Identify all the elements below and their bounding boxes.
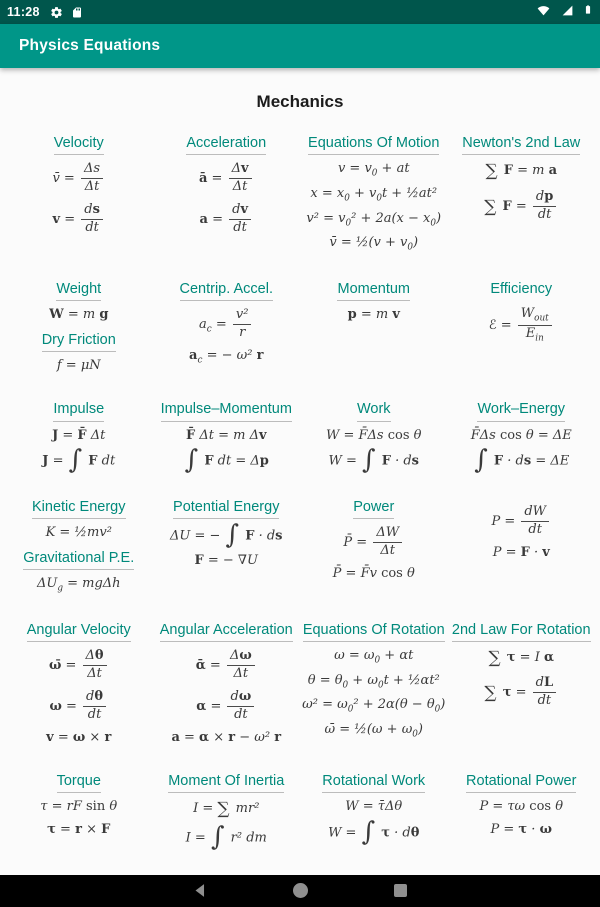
equation-cell bbox=[301, 280, 447, 331]
equation-cell bbox=[6, 621, 152, 753]
equation-link-weight[interactable]: Weight bbox=[56, 281, 101, 301]
equation-link-impulse-momentum[interactable]: Impulse–Momentum bbox=[161, 401, 292, 421]
formula: F̄ Δt = m Δv bbox=[185, 427, 267, 443]
formula: ΔU = − ∫ F · ds bbox=[170, 520, 283, 551]
formula: F̄Δs cos θ = ΔE bbox=[470, 427, 572, 443]
home-icon[interactable] bbox=[290, 881, 310, 901]
equation-link-rotational-work[interactable]: Rotational Work bbox=[322, 773, 425, 793]
equation-group bbox=[449, 504, 595, 561]
formula: a = $\frac{dv}{dt}$ bbox=[154, 202, 300, 237]
formula: ∑ τ = $\frac{dL}{dt}$ bbox=[449, 675, 595, 710]
formula: P = F · v bbox=[492, 544, 550, 560]
equation-group bbox=[449, 621, 595, 711]
equation-cell bbox=[154, 772, 300, 856]
equation-link-gravitational-p-e[interactable]: Gravitational P.E. bbox=[23, 550, 134, 570]
equation-group bbox=[6, 772, 152, 838]
status-bar bbox=[0, 0, 600, 24]
equation-cell bbox=[301, 772, 447, 851]
equation-cell bbox=[449, 280, 595, 352]
formula: ᾱ = $\frac{\Delta\omega}{\Delta t}$ bbox=[154, 648, 300, 683]
equation-group bbox=[154, 772, 300, 852]
equation-link-acceleration[interactable]: Acceleration bbox=[186, 135, 266, 155]
formula: P̄ = F̄v cos θ bbox=[332, 566, 415, 582]
equation-group bbox=[301, 400, 447, 475]
formula: $v = v_0$ + at bbox=[337, 161, 410, 179]
equation-cell bbox=[6, 772, 152, 845]
equation-group bbox=[449, 280, 595, 345]
equation-row bbox=[6, 772, 594, 856]
formula: ∫ F dt = Δp bbox=[184, 444, 269, 475]
formula: P = τ · ω bbox=[490, 821, 552, 837]
equation-link-power[interactable]: Power bbox=[353, 499, 394, 519]
equation-link-equations-of-motion[interactable]: Equations Of Motion bbox=[308, 135, 439, 155]
formula: v̄ = $\frac{\Delta s}{\Delta t}$ bbox=[6, 161, 152, 196]
equation-row bbox=[6, 621, 594, 753]
equation-group bbox=[301, 772, 447, 847]
formula: v = $\frac{ds}{dt}$ bbox=[6, 202, 152, 237]
equation-cell bbox=[6, 400, 152, 479]
formula: ∑ F = m a bbox=[485, 161, 558, 182]
equation-group bbox=[6, 280, 152, 324]
equation-link-equations-of-rotation[interactable]: Equations Of Rotation bbox=[303, 622, 445, 642]
equation-link-momentum[interactable]: Momentum bbox=[337, 281, 410, 301]
formula: W = F̄Δs cos θ bbox=[326, 427, 422, 443]
formula: v = ω × r bbox=[46, 729, 112, 745]
formula: F = − ∇U bbox=[194, 553, 258, 569]
equation-row bbox=[6, 280, 594, 381]
equation-group bbox=[154, 400, 300, 475]
equation-cell bbox=[301, 498, 447, 590]
formula: W = ∫ τ · dθ bbox=[328, 816, 420, 847]
equation-link-torque[interactable]: Torque bbox=[57, 773, 101, 793]
formula: a = α × r − ω² r bbox=[171, 729, 282, 745]
formula: W = m g bbox=[49, 307, 109, 323]
formula: ℰ = $\frac{W_{out}}{E_{in}}$ bbox=[449, 306, 595, 345]
formula: I = ∑ mr² bbox=[193, 799, 260, 820]
equation-link-work[interactable]: Work bbox=[357, 401, 391, 421]
equation-cell bbox=[6, 134, 152, 244]
equation-group bbox=[6, 549, 152, 595]
equation-group bbox=[301, 134, 447, 254]
formula: τ = r × F bbox=[47, 821, 111, 837]
formula: v̄ = ½(v + $v_0$) bbox=[329, 235, 419, 253]
formula: J = ∫ F dt bbox=[42, 444, 116, 475]
equation-cell bbox=[449, 621, 595, 718]
formula: W = ∫ F · ds bbox=[328, 444, 419, 475]
equation-link-rotational-power[interactable]: Rotational Power bbox=[466, 773, 576, 793]
equation-link-impulse[interactable]: Impulse bbox=[53, 401, 104, 421]
formula: $\Delta U_g = mg\Delta h$ bbox=[36, 576, 121, 594]
equation-cell bbox=[449, 772, 595, 845]
equation-row bbox=[6, 134, 594, 261]
formula: P̄ = $\frac{\Delta W}{\Delta t}$ bbox=[301, 525, 447, 560]
equation-group bbox=[6, 498, 152, 542]
content-scroll-area[interactable] bbox=[0, 68, 600, 875]
app-bar bbox=[0, 24, 600, 68]
equation-cell bbox=[154, 498, 300, 577]
formula: P = τω cos θ bbox=[479, 799, 564, 815]
equation-group bbox=[449, 134, 595, 224]
formula: p = m v bbox=[347, 307, 400, 323]
equation-group bbox=[154, 280, 300, 367]
formula: $\theta = \theta_0 + \omega_0t$ + ½αt² bbox=[307, 672, 440, 691]
equation-link-2nd-law-for-rotation[interactable]: 2nd Law For Rotation bbox=[452, 622, 591, 642]
formula: ∫ F · ds = ΔE bbox=[474, 444, 570, 475]
equation-group bbox=[6, 400, 152, 475]
formula: ω = $\frac{d\theta}{dt}$ bbox=[6, 689, 152, 724]
equation-cell bbox=[154, 134, 300, 244]
equation-cell bbox=[301, 400, 447, 479]
equation-link-dry-friction[interactable]: Dry Friction bbox=[42, 332, 116, 352]
formula: f = μN bbox=[56, 357, 101, 373]
formula: $x = x_0 + v_0t$ + ½at² bbox=[310, 186, 438, 204]
formula: τ = rF sin θ bbox=[40, 799, 118, 815]
equation-group bbox=[449, 772, 595, 838]
section-title: Mechanics bbox=[256, 92, 344, 111]
status-bar-right bbox=[531, 2, 593, 22]
equation-cell bbox=[449, 134, 595, 231]
equation-group bbox=[301, 280, 447, 324]
equation-cell bbox=[6, 498, 152, 602]
formula: $a_c$ = − ω² r bbox=[189, 348, 264, 366]
equation-group bbox=[154, 621, 300, 746]
formula: ∑ τ = I α bbox=[488, 648, 554, 669]
equation-link-angular-acceleration[interactable]: Angular Acceleration bbox=[160, 622, 293, 642]
equation-link-kinetic-energy[interactable]: Kinetic Energy bbox=[32, 499, 126, 519]
equation-cell bbox=[6, 280, 152, 381]
equation-cell bbox=[154, 621, 300, 753]
app-title: Physics Equations bbox=[19, 37, 161, 54]
equation-link-potential-energy[interactable]: Potential Energy bbox=[173, 499, 279, 519]
formula: α = $\frac{d\omega}{dt}$ bbox=[154, 689, 300, 724]
equation-link-work-energy[interactable]: Work–Energy bbox=[477, 401, 565, 421]
back-icon[interactable] bbox=[190, 881, 210, 901]
gear-icon bbox=[50, 6, 63, 19]
equation-group bbox=[301, 621, 447, 741]
navigation-bar bbox=[0, 875, 600, 907]
equation-group bbox=[6, 134, 152, 237]
battery-icon bbox=[583, 2, 593, 17]
formula: ω̄ = ½(ω + $\omega_0$) bbox=[324, 721, 423, 740]
recents-icon[interactable] bbox=[390, 881, 410, 901]
equation-link-velocity[interactable]: Velocity bbox=[54, 135, 104, 155]
equation-group bbox=[154, 498, 300, 570]
formula: ∑ F = $\frac{dp}{dt}$ bbox=[449, 189, 595, 224]
equations-grid bbox=[6, 134, 594, 856]
equation-row bbox=[6, 400, 594, 479]
formula: J = F̄ Δt bbox=[52, 427, 106, 443]
sd-card-icon bbox=[71, 6, 83, 19]
equation-group bbox=[6, 621, 152, 746]
formula: P = $\frac{dW}{dt}$ bbox=[449, 504, 595, 539]
equation-link-angular-velocity[interactable]: Angular Velocity bbox=[27, 622, 131, 642]
equation-group bbox=[6, 331, 152, 375]
wifi-icon bbox=[536, 4, 551, 17]
formula: ω̄ = $\frac{\Delta\theta}{\Delta t}$ bbox=[6, 648, 152, 683]
formula: ā = $\frac{\Delta v}{\Delta t}$ bbox=[154, 161, 300, 196]
formula: $\omega^2 = \omega_0^2 + 2\alpha(\theta - \theta_0)$ bbox=[302, 697, 446, 715]
formula: I = ∫ r² dm bbox=[185, 821, 267, 852]
equation-cell bbox=[154, 400, 300, 479]
equation-group bbox=[449, 400, 595, 475]
equation-group bbox=[154, 134, 300, 237]
formula: $\omega = \omega_0 + \alpha t$ bbox=[334, 648, 414, 666]
equation-group bbox=[301, 498, 447, 583]
equation-cell bbox=[301, 621, 447, 748]
equation-cell bbox=[449, 498, 595, 568]
formula: W = τ̄Δθ bbox=[345, 799, 403, 815]
equation-link-centrip-accel[interactable]: Centrip. Accel. bbox=[180, 281, 274, 301]
equation-cell bbox=[301, 134, 447, 261]
equation-link-moment-of-inertia[interactable]: Moment Of Inertia bbox=[168, 773, 284, 793]
equation-cell bbox=[154, 280, 300, 374]
formula: $v^2 = v_0^2 + 2a(x - x_0)$ bbox=[306, 210, 442, 229]
equation-row bbox=[6, 498, 594, 602]
formula: $a_c$ = $\frac{\text{v²}}{r}$ bbox=[154, 307, 300, 342]
status-time: 11:28 bbox=[7, 5, 40, 19]
equation-link-efficiency[interactable]: Efficiency bbox=[490, 280, 553, 297]
formula: K = ½mv² bbox=[45, 525, 112, 541]
equation-cell bbox=[449, 400, 595, 479]
equation-link-newton-s-2nd-law[interactable]: Newton's 2nd Law bbox=[462, 135, 580, 155]
cell-signal-icon bbox=[561, 4, 574, 17]
